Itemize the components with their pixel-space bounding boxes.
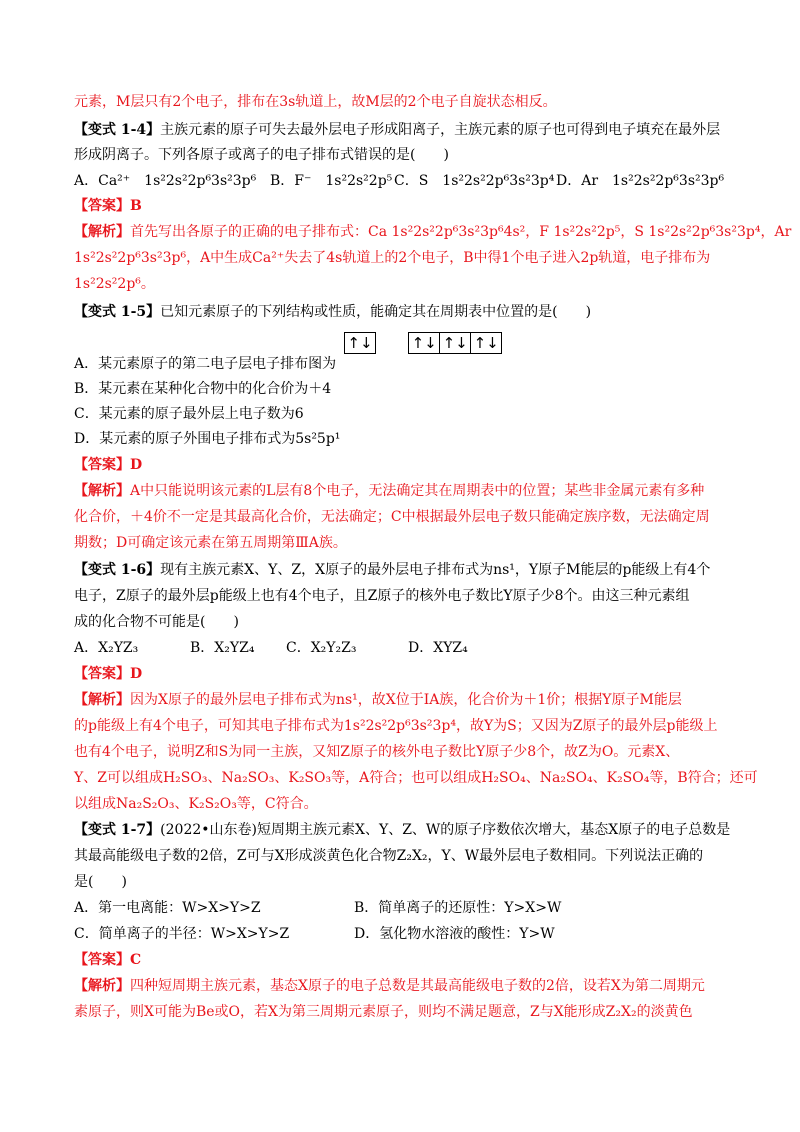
explanation-line-5: 以组成Na₂S₂O₃、K₂S₂O₃等，C符合。 bbox=[74, 796, 318, 812]
option-c: C．X₂Y₂Z₃ bbox=[286, 640, 357, 656]
question-1-6-stem-line-3: 成的化合物不可能是( ) bbox=[74, 614, 239, 630]
option-c: C．某元素的原子最外层上电子数为6 bbox=[74, 406, 304, 422]
explanation-line-3: 期数；D可确定该元素在第五周期第ⅢA族。 bbox=[74, 535, 347, 551]
option-a: A．X₂YZ₃ bbox=[74, 640, 139, 656]
answer-value: C bbox=[130, 952, 142, 968]
question-1-7-stem-line-2: 其最高能级电子数的2倍，Z可与X形成淡黄色化合物Z₂X₂，Y、W最外层电子数相同。下列说法正确的 bbox=[74, 848, 704, 864]
option-c: C．简单离子的半径：W>X>Y>Z bbox=[74, 926, 290, 942]
option-d: D．氢化物水溶液的酸性：Y>W bbox=[354, 926, 555, 942]
question-label: 【变式 1-5】 bbox=[74, 304, 161, 320]
answer-value: D bbox=[130, 666, 143, 682]
option-b: B．X₂YZ₄ bbox=[190, 640, 255, 656]
option-a: A．Ca²⁺ 1s²2s²2p⁶3s²3p⁶ bbox=[74, 173, 257, 189]
orbital-cell: ↑↓ bbox=[470, 333, 501, 353]
answer-line: 【答案】B bbox=[74, 198, 142, 214]
question-1-5-stem: 【变式 1-5】已知元素原子的下列结构或性质，能确定其在周期表中位置的是( ) bbox=[74, 304, 592, 320]
explanation-line-1: 【解析】首先写出各原子的正确的电子排布式：Ca 1s²2s²2p⁶3s²3p⁶4s²，F 1s²2s²2p⁵，S 1s²2s²2p⁶3s²3p⁴，Ar bbox=[74, 224, 792, 240]
option-b: B．简单离子的还原性：Y>X>W bbox=[354, 900, 562, 916]
option-a: A．第一电离能：W>X>Y>Z bbox=[74, 900, 261, 916]
option-c: C．S 1s²2s²2p⁶3s²3p⁴ bbox=[394, 173, 555, 189]
question-1-7-stem-line-3: 是( ) bbox=[74, 874, 127, 890]
option-d: D．某元素的原子外围电子排布式为5s²5p¹ bbox=[74, 431, 341, 447]
question-label: 【变式 1-6】 bbox=[74, 562, 161, 578]
orbital-2p-box bbox=[408, 332, 502, 354]
explanation-line-1: 【解析】四种短周期主族元素，基态X原子的电子总数是其最高能级电子数的2倍，设若X为第二周期元 bbox=[74, 978, 705, 994]
option-b: B．某元素在某种化合物中的化合价为＋4 bbox=[74, 381, 332, 397]
answer-value: B bbox=[130, 198, 142, 214]
explanation-line-2: 化合价，＋4价不一定是其最高化合价，无法确定；C中根据最外层电子数只能确定族序数，无法确定周 bbox=[74, 509, 710, 525]
question-1-7-stem-line-1: 【变式 1-7】(2022•山东卷)短周期主族元素X、Y、Z、W的原子序数依次增大，基态X原子的电子总数是 bbox=[74, 822, 731, 838]
option-b: B．F⁻ 1s²2s²2p⁵ bbox=[270, 173, 393, 189]
orbital-diagram bbox=[344, 332, 502, 354]
question-1-6-stem-line-1: 【变式 1-6】现有主族元素X、Y、Z，X原子的最外层电子排布式为ns¹，Y原子M能层的p能级上有4个 bbox=[74, 562, 711, 578]
option-a: A．某元素原子的第二电子层电子排布图为 bbox=[74, 356, 337, 372]
question-1-4-stem-line-2: 形成阴离子。下列各原子或离子的电子排布式错误的是( ) bbox=[74, 147, 449, 163]
question-1-6-stem-line-2: 电子，Z原子的最外层p能级上也有4个电子，且Z原子的核外电子数比Y原子少8个。由这三种元素组 bbox=[74, 588, 690, 604]
explanation-line-1: 【解析】因为X原子的最外层电子排布式为ns¹，故X位于ⅠA族，化合价为＋1价；根据Y原子M能层 bbox=[74, 692, 682, 708]
orbital-cell: ↑↓ bbox=[411, 334, 437, 352]
explanation-line-2: 素原子，则X可能为Be或O，若X为第三周期元素原子，则均不满足题意，Z与X能形成Z₂X₂的淡黄色 bbox=[74, 1004, 693, 1020]
option-d: D．Ar 1s²2s²2p⁶3s²3p⁶ bbox=[556, 173, 725, 189]
explanation-line-2: 的p能级上有4个电子，可知其电子排布式为1s²2s²2p⁶3s²3p⁴，故Y为S；又因为Z原子的最外层p能级上 bbox=[74, 718, 718, 734]
continuation-line: 元素，M层只有2个电子，排布在3s轨道上，故M层的2个电子自旋状态相反。 bbox=[74, 94, 557, 110]
answer-line: 【答案】D bbox=[74, 666, 143, 682]
explanation-line-3: 也有4个电子，说明Z和S为同一主族，又知Z原子的核外电子数比Y原子少8个，故Z为O。元素X、 bbox=[74, 744, 680, 760]
explanation-line-3: 1s²2s²2p⁶。 bbox=[74, 276, 155, 292]
orbital-cell: ↑↓ bbox=[347, 334, 373, 352]
orbital-cell: ↑↓ bbox=[439, 333, 470, 353]
explanation-line-2: 1s²2s²2p⁶3s²3p⁶，A中生成Ca²⁺失去了4s轨道上的2个电子，B中得1个电子进入2p轨道，电子排布为 bbox=[74, 250, 711, 266]
question-1-4-stem-line-1: 【变式 1-4】主族元素的原子可失去最外层电子形成阳离子，主族元素的原子也可得到电子填充在最外层 bbox=[74, 122, 721, 138]
question-label: 【变式 1-4】 bbox=[74, 122, 161, 138]
question-label: 【变式 1-7】 bbox=[74, 822, 161, 838]
orbital-2s-box bbox=[344, 332, 376, 354]
explanation-line-1: 【解析】A中只能说明该元素的L层有8个电子，无法确定其在周期表中的位置；某些非金属元素有多种 bbox=[74, 483, 705, 499]
answer-line: 【答案】D bbox=[74, 457, 143, 473]
answer-line: 【答案】C bbox=[74, 952, 142, 968]
explanation-line-4: Y、Z可以组成H₂SO₃、Na₂SO₃、K₂SO₃等，A符合；也可以组成H₂SO₄、Na₂SO₄、K₂SO₄等，B符合；还可 bbox=[74, 770, 758, 786]
answer-value: D bbox=[130, 457, 143, 473]
option-d: D．XYZ₄ bbox=[408, 640, 468, 656]
